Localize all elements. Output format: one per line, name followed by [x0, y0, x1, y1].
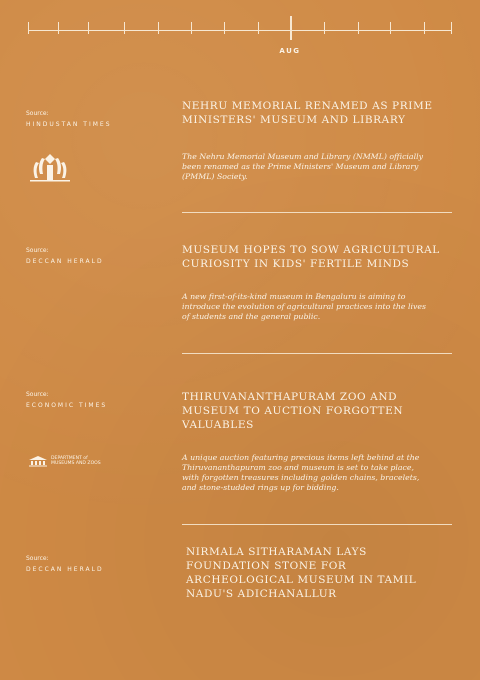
- timeline-month-label: AUG: [279, 47, 301, 55]
- source-label: Source:: [26, 555, 49, 562]
- source-name: ECONOMIC TIMES: [26, 402, 108, 409]
- news-title: MUSEUM HOPES TO SOW AGRICULTURAL CURIOSITY IN KIDS' FERTILE MINDS: [182, 244, 440, 270]
- timeline-tick: [158, 22, 159, 34]
- timeline-line: [28, 30, 452, 31]
- news-description: A new first-of-its-kind museum in Bengaluru is aiming to introduce the evolution of agricultural practices into the lives of students and the general public.: [182, 292, 427, 321]
- timeline-tick: [451, 22, 452, 34]
- news-title: NIRMALA SITHARAMAN LAYS FOUNDATION STONE FOR ARCHEOLOGICAL MUSEUM IN TAMIL NADU'S ADICHANALLUR: [186, 546, 417, 600]
- timeline-tick: [324, 22, 325, 34]
- source-name: DECCAN HERALD: [26, 566, 104, 573]
- timeline-tick: [124, 22, 125, 34]
- timeline-tick: [390, 22, 391, 34]
- timeline-tick: [191, 22, 192, 34]
- source-label: Source:: [26, 247, 49, 254]
- museum-emblem-icon: [28, 152, 72, 186]
- timeline-tick: [358, 22, 359, 34]
- source-label: Source:: [26, 391, 49, 398]
- timeline-tick: [88, 22, 89, 34]
- timeline-tick: [424, 22, 425, 34]
- news-title: THIRUVANANTHAPURAM ZOO AND MUSEUM TO AUCTION FORGOTTEN VALUABLES: [182, 391, 404, 431]
- logo-text-line-2: MUSEUMS AND ZOOS: [51, 461, 101, 466]
- news-description: A unique auction featuring precious items left behind at the Thiruvananthapuram zoo and museum is set to take place, with forgotten treasures including golden chains, bracelets, and stone-studded rings up for bidding.: [182, 453, 420, 492]
- timeline-tick: [258, 22, 259, 34]
- department-logo: [28, 455, 101, 467]
- logo-text-line-1: DEPARTMENT of: [51, 456, 88, 461]
- source-name: DECCAN HERALD: [26, 258, 104, 265]
- source-name: HINDUSTAN TIMES: [26, 121, 112, 128]
- timeline-tick: [58, 22, 59, 34]
- timeline-tick: [224, 22, 225, 34]
- news-description: The Nehru Memorial Museum and Library (NMML) officially been renamed as the Prime Ministers' Museum and Library (PMML) Society.: [182, 152, 423, 181]
- divider: [182, 212, 452, 213]
- timeline-tick: [28, 22, 29, 34]
- divider: [182, 524, 452, 525]
- timeline-current-tick: [290, 16, 292, 40]
- divider: [182, 353, 452, 354]
- building-icon: [28, 455, 48, 467]
- timeline: [28, 28, 452, 32]
- news-title: NEHRU MEMORIAL RENAMED AS PRIME MINISTERS' MUSEUM AND LIBRARY: [182, 100, 433, 126]
- source-label: Source:: [26, 110, 49, 117]
